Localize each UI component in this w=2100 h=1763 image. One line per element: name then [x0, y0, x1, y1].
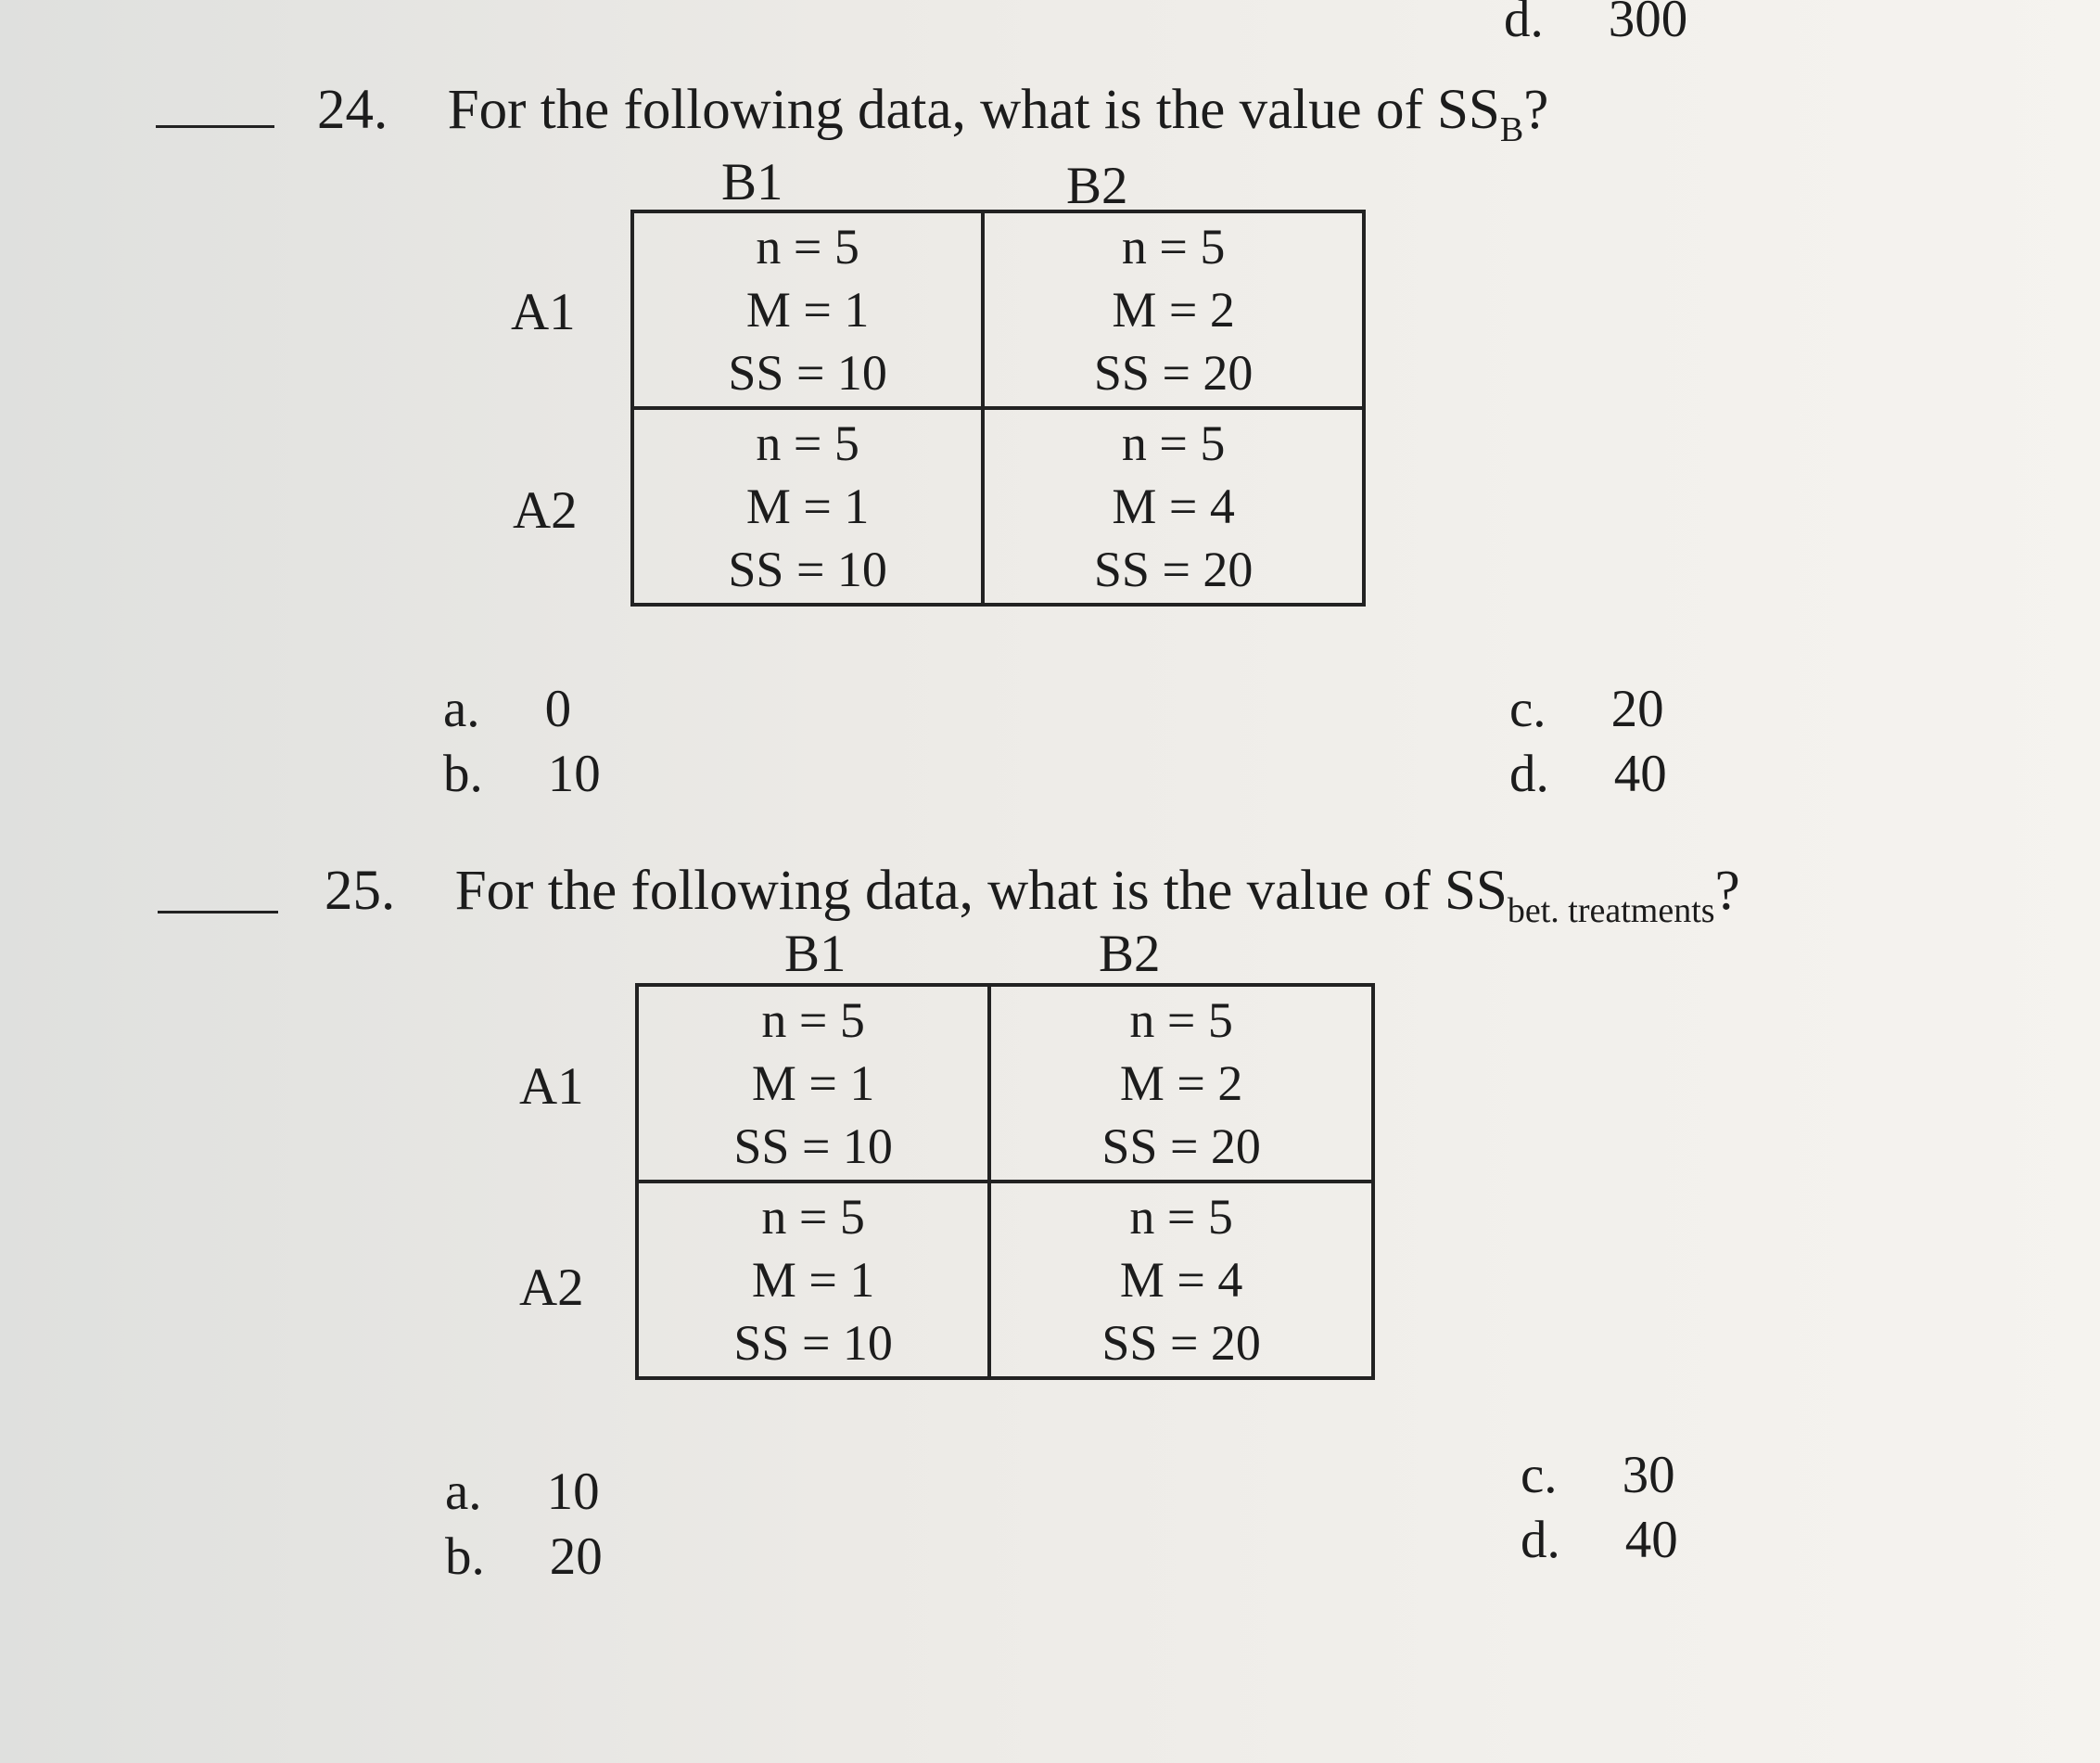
q25-answer-blank [158, 911, 278, 913]
q25-option-c-value: 30 [1622, 1446, 1675, 1504]
q24-option-b[interactable] [443, 745, 601, 803]
q24-cell-a2-b2: n = 5 M = 4 SS = 20 [983, 408, 1364, 605]
q25-option-d-letter: d. [1521, 1511, 1560, 1569]
q24-col-header-b2: B2 [1066, 157, 1128, 215]
q25-text: For the following data, what is the value of SS [454, 860, 1508, 922]
q25-option-d[interactable] [1521, 1511, 1678, 1569]
q24-subscript: B [1499, 110, 1524, 149]
q25-subscript: bet. treatments [1507, 891, 1715, 930]
q25-option-a-letter: a. [445, 1463, 482, 1521]
q24-option-a[interactable] [443, 680, 572, 738]
q24-option-d[interactable] [1509, 745, 1667, 803]
prev-option-value: 300 [1608, 0, 1688, 48]
q25-option-b[interactable] [445, 1527, 603, 1586]
q24-option-a-letter: a. [443, 680, 480, 738]
q24-option-b-value: 10 [547, 745, 601, 803]
q24-option-c-value: 20 [1610, 680, 1664, 738]
q25-cell-a2-b1: n = 5 M = 1 SS = 10 [637, 1182, 989, 1378]
q24-cell-a2-b1: n = 5 M = 1 SS = 10 [632, 408, 983, 605]
q25-cell-a1-b1: n = 5 M = 1 SS = 10 [637, 985, 989, 1182]
q24-option-c-letter: c. [1509, 680, 1546, 738]
q25-option-b-letter: b. [445, 1527, 485, 1586]
q24-data-table [630, 210, 1366, 607]
q24-option-c[interactable] [1509, 680, 1664, 738]
q25-cell-a2-b2: n = 5 M = 4 SS = 20 [989, 1182, 1373, 1378]
q25-row-header-a2: A2 [519, 1258, 584, 1317]
q24-option-d-value: 40 [1613, 745, 1667, 803]
q24-text: For the following data, what is the value of SS [447, 79, 1500, 141]
q24-question [317, 79, 1549, 149]
q25-cell-a1-b2: n = 5 M = 2 SS = 20 [989, 985, 1373, 1182]
q25-option-c[interactable] [1521, 1446, 1675, 1504]
q24-row-header-a2: A2 [513, 481, 578, 540]
q25-data-table [635, 983, 1375, 1380]
q25-number: 25. [325, 860, 396, 922]
q25-option-c-letter: c. [1521, 1446, 1558, 1504]
q25-col-header-b2: B2 [1099, 925, 1161, 983]
q24-option-d-letter: d. [1509, 745, 1549, 803]
q24-cell-a1-b1: n = 5 M = 1 SS = 10 [632, 211, 983, 408]
q24-option-a-value: 0 [544, 680, 572, 738]
q25-option-d-value: 40 [1624, 1511, 1678, 1569]
q25-col-header-b1: B1 [784, 925, 846, 983]
q25-question [325, 860, 1740, 930]
q24-row-header-a1: A1 [511, 283, 576, 341]
q25-question-mark: ? [1714, 860, 1740, 922]
q25-option-a[interactable] [445, 1463, 600, 1521]
prev-option-d [1504, 0, 1688, 48]
q24-answer-blank [156, 125, 274, 128]
q24-number: 24. [317, 79, 388, 141]
q24-option-b-letter: b. [443, 745, 483, 803]
q24-cell-a1-b2: n = 5 M = 2 SS = 20 [983, 211, 1364, 408]
prev-option-letter: d. [1504, 0, 1544, 48]
q25-option-a-value: 10 [546, 1463, 600, 1521]
q24-col-header-b1: B1 [721, 153, 783, 211]
q25-option-b-value: 20 [549, 1527, 603, 1586]
q24-question-mark: ? [1523, 79, 1549, 141]
q25-row-header-a1: A1 [519, 1057, 584, 1116]
